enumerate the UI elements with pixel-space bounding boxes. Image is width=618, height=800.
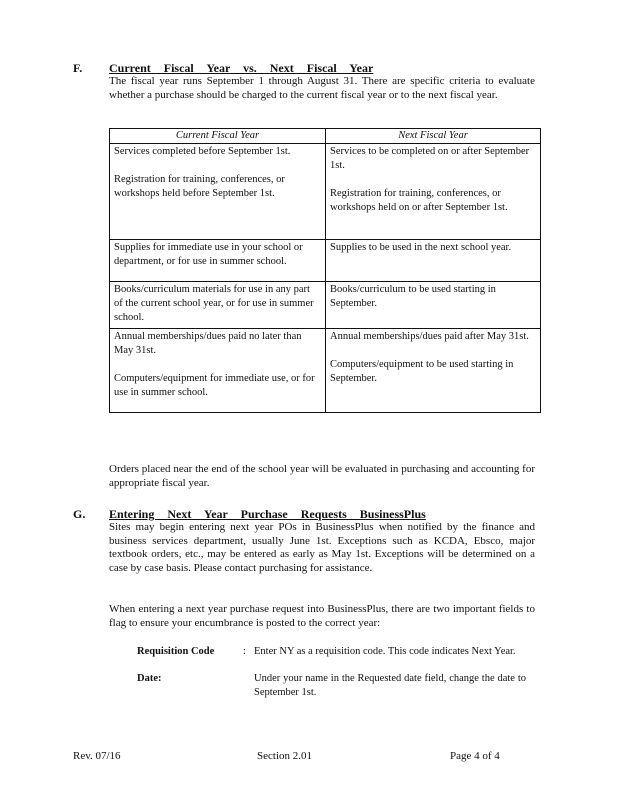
next-cell <box>326 240 541 282</box>
fiscal-year-intro: The fiscal year runs September 1 through August 31. There are specific criteria to evaluate whether a purchase should be charged to the current fiscal year or to the next fiscal year. <box>109 75 535 101</box>
requisition-code-row <box>137 645 537 672</box>
section-g-letter: G. <box>73 507 86 521</box>
next-item: Registration for training, conferences, or workshops held on or after September 1st. <box>330 188 508 213</box>
header-next-fiscal-year: Next Fiscal Year <box>326 129 541 144</box>
requisition-code-text: Enter NY as a requisition code. This code indicates Next Year. <box>254 646 516 657</box>
requisition-code-label: Requisition Code <box>137 646 215 657</box>
next-cell <box>326 282 541 329</box>
table-row <box>110 240 541 282</box>
table-row <box>110 282 541 329</box>
current-cell <box>110 144 326 240</box>
next-year-po-paragraph: Sites may begin entering next year POs in BusinessPlus when notified by the finance and business services department, usually June 1st. Exceptions such as KCDA, Ebsco, major textbook orders, etc., may be entered as early as May 1st. Exceptions will be determined on a case by case basis. Please contact purchasing for assistance. <box>109 521 535 574</box>
current-item: Supplies for immediate use in your school or department, or for use in summer school. <box>114 242 303 267</box>
footer-section: Section 2.01 <box>257 750 312 762</box>
section-f-closing <box>109 463 535 490</box>
fiscal-year-table <box>109 128 541 413</box>
date-label: Date: <box>137 673 162 684</box>
next-item: Services to be completed on or after September 1st. <box>330 146 530 171</box>
footer-revision: Rev. 07/16 <box>73 750 121 762</box>
orders-note: Orders placed near the end of the school year will be evaluated in purchasing and accounting for appropriate fiscal year. <box>109 463 535 489</box>
section-f-intro <box>109 75 535 102</box>
current-item: Annual memberships/dues paid no later than May 31st. <box>114 331 302 356</box>
next-item: Supplies to be used in the next school year. <box>330 242 512 253</box>
flag-fields-paragraph: When entering a next year purchase request into BusinessPlus, there are two important fields to flag to ensure your encumbrance is posted to the correct year: <box>109 603 535 629</box>
section-f-title: Current Fiscal Year vs. Next Fiscal Year <box>109 61 374 75</box>
next-item: Computers/equipment to be used starting in September. <box>330 359 514 384</box>
required-fields-list <box>137 645 537 700</box>
date-text: Under your name in the Requested date field, change the date to September 1st. <box>254 673 526 698</box>
table-row <box>110 144 541 240</box>
current-cell <box>110 329 326 413</box>
current-cell <box>110 240 326 282</box>
next-item: Books/curriculum to be used starting in September. <box>330 284 496 309</box>
field-colon: : <box>243 646 246 657</box>
current-cell <box>110 282 326 329</box>
header-current-fiscal-year: Current Fiscal Year <box>110 129 326 144</box>
section-g-para1 <box>109 521 535 575</box>
date-row <box>137 672 537 700</box>
current-item: Books/curriculum materials for use in any part of the current school year, or for use in summer school. <box>114 284 314 323</box>
next-cell <box>326 144 541 240</box>
table-row <box>110 329 541 413</box>
section-g-para2 <box>109 603 535 630</box>
current-item: Services completed before September 1st. <box>114 146 291 157</box>
fiscal-year-table-header <box>110 129 541 144</box>
next-cell <box>326 329 541 413</box>
current-item: Computers/equipment for immediate use, or for use in summer school. <box>114 373 315 398</box>
current-item: Registration for training, conferences, or workshops held before September 1st. <box>114 174 285 199</box>
footer-page-number: Page 4 of 4 <box>450 750 500 762</box>
section-g-title: Entering Next Year Purchase Requests BusinessPlus <box>109 507 426 521</box>
next-item: Annual memberships/dues paid after May 31st. <box>330 331 529 342</box>
section-f-letter: F. <box>73 61 83 75</box>
